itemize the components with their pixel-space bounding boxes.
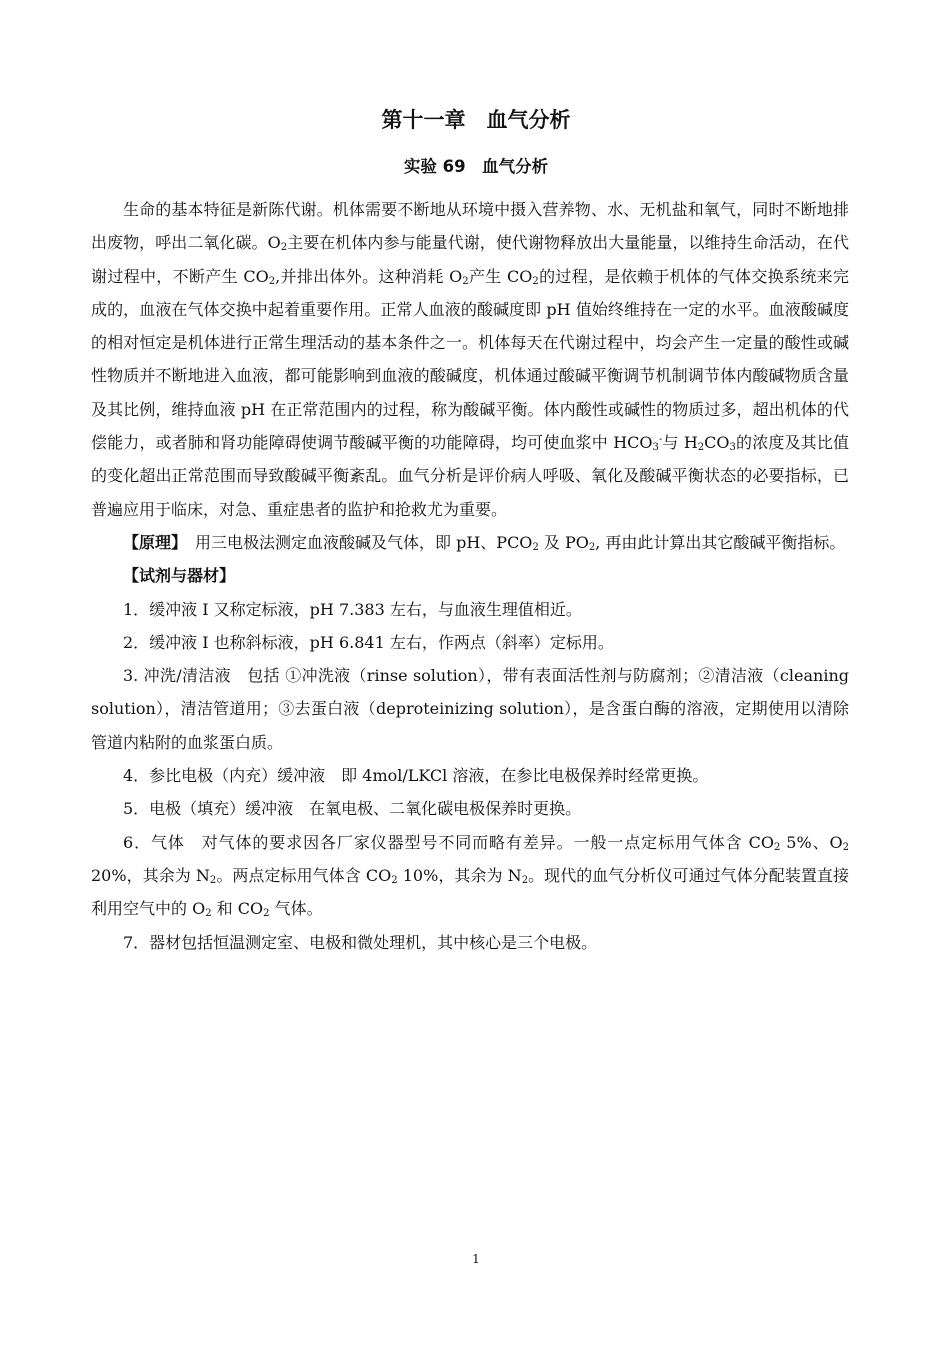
- subscript: 2: [268, 275, 276, 287]
- intro-text: CO: [704, 433, 730, 453]
- reagents-heading: 【试剂与器材】: [123, 566, 236, 586]
- intro-text: 的浓度及其比值的变化超出正常范围而导致酸碱平衡紊乱。血气分析是评价病人呼吸、氧化及酸碱平衡状态的必要指标，已普遍应用于临床，对急、重症患者的监护和抢救尤为重要。: [91, 433, 849, 519]
- item-text: 。现代的血气分析仪可通过气体分配装置直接利用空气中的 O: [91, 865, 849, 919]
- document-body: [91, 193, 849, 959]
- item-text: 5%、O: [780, 832, 843, 852]
- reagent-item-7: 7．器材包括恒温测定室、电极和微处理机，其中核心是三个电极。: [123, 932, 598, 952]
- subscript: 2: [280, 242, 288, 254]
- subscript: 3: [652, 442, 659, 454]
- reagent-item-1: 1．缓冲液 I 又称定标液，pH 7.383 左右，与血液生理值相近。: [123, 599, 582, 619]
- reagent-item-6: [91, 826, 849, 926]
- principle-text: 及 PO: [538, 532, 589, 552]
- subscript: 2: [205, 908, 212, 920]
- intro-text: 主要在机体内参与能量代谢，使代谢物释放出大量能量，以维持生命活动，在代谢过程中，不断产生 CO: [91, 233, 849, 286]
- item-text: 10%，其余为 N: [397, 865, 522, 885]
- principle-heading: 【原理】: [123, 532, 180, 552]
- intro-paragraph: [91, 193, 849, 526]
- subscript: 2: [462, 275, 469, 287]
- page-number: 1: [472, 1252, 480, 1266]
- item-text: 气体。: [269, 899, 323, 919]
- item-text: 。两点定标用气体含 CO: [216, 865, 392, 885]
- subscript: 2: [209, 874, 217, 886]
- subscript: 2: [532, 541, 539, 553]
- reagent-item-5: 5．电极（填充）缓冲液 在氧电极、二氧化碳电极保养时更换。: [123, 799, 582, 819]
- subscript: 2: [391, 874, 398, 886]
- principle-text: , 再由此计算出其它酸碱平衡指标。: [595, 532, 846, 552]
- experiment-title: 实验 69 血气分析: [403, 157, 549, 176]
- principle-text: 用三电极法测定血液酸碱及气体，即 pH、PCO: [179, 532, 533, 552]
- chapter-title: 第十一章 血气分析: [381, 108, 571, 132]
- item-text: 20%，其余为 N: [91, 865, 210, 885]
- subscript: 2: [842, 841, 849, 853]
- subscript: 2: [263, 908, 270, 920]
- subscript: 2: [773, 841, 781, 853]
- reagent-item-3: 3. 冲洗/清洁液 包括 ①冲洗液（rinse solution），带有表面活性剂与防腐剂；②清洁液（cleaning solution），清洁管道用；③去蛋白液（deproteinizing solution），是含蛋白酶的溶液，定期使用以清除管道内粘附的血浆蛋白质。: [91, 666, 849, 752]
- principle-paragraph: [91, 526, 849, 559]
- intro-text: 的过程，是依赖于机体的气体交换系统来完成的，血液在气体交换中起着重要作用。正常人血液的酸碱度即 pH 值始终维持在一定的水平。血液酸碱度的相对恒定是机体进行正常生理活动的基本条件之一。机体每天在代谢过程中，均会产生一定量的酸性或碱性物质并不断地进入血液，都可能影响到血液的酸碱度，机体通过酸碱平衡调节机制调节体内酸碱物质含量及其比例，维持血液 pH 在正常范围内的过程，称为酸碱平衡。体内酸性或碱性的物质过多，超出机体的代偿能力，或者肺和肾功能障碍使调节酸碱平衡的功能障碍，均可使血浆中 HCO: [91, 266, 849, 453]
- intro-text: ,并排出体外。这种消耗 O: [275, 266, 463, 286]
- superscript: -: [658, 434, 663, 446]
- reagents-heading-paragraph: [91, 559, 849, 592]
- subscript: 2: [532, 275, 539, 287]
- intro-text: 与 H: [662, 433, 698, 453]
- reagent-item-4: 4．参比电极（内充）缓冲液 即 4mol/LKCl 溶液，在参比电极保养时经常更换。: [123, 766, 709, 786]
- subscript: 2: [521, 874, 529, 886]
- reagent-item-2: 2．缓冲液 I 也称斜标液，pH 6.841 左右，作两点（斜率）定标用。: [123, 632, 614, 652]
- item-text: 和 CO: [211, 899, 264, 919]
- intro-text: 生命的基本特征是新陈代谢。机体需要不断地从环境中摄入营养物、水、无机盐和氧气，同时不断地排出废物，呼出二氧化碳。O: [91, 200, 849, 253]
- intro-text: 产生 CO: [468, 266, 533, 286]
- item-text: 6．气体 对气体的要求因各厂家仪器型号不同而略有差异。一般一点定标用气体含 CO: [123, 832, 774, 852]
- subscript: 3: [729, 442, 736, 454]
- subscript: 2: [697, 442, 705, 454]
- subscript: 2: [588, 541, 596, 553]
